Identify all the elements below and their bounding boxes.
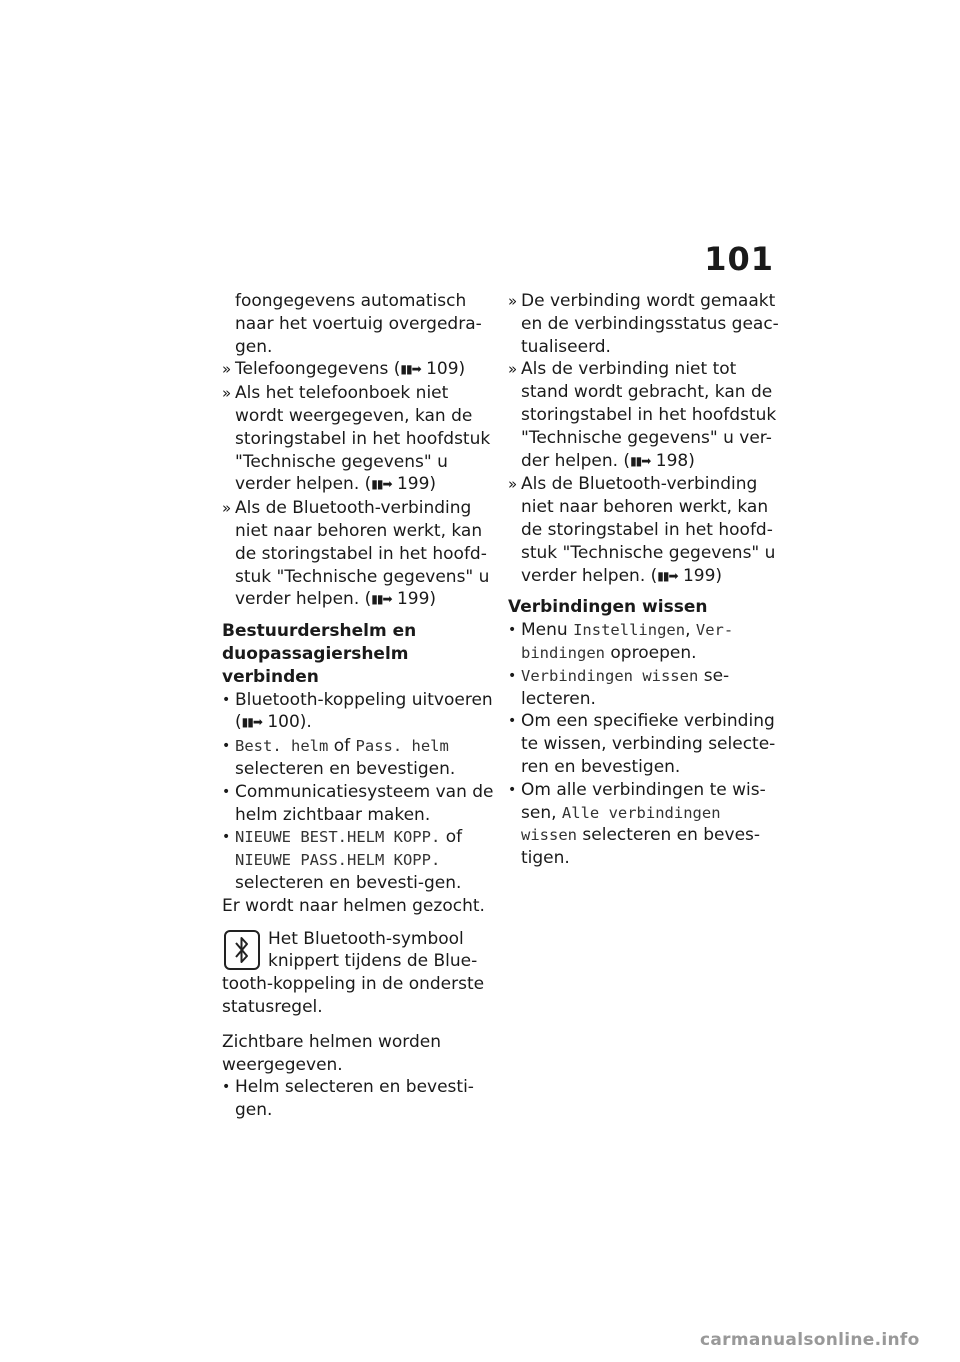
bullet-marker: •: [222, 691, 231, 708]
bullet-marker: •: [222, 738, 231, 755]
bullet-marker: •: [508, 781, 517, 798]
step-bullet: • Helm selecteren en bevesti-gen.: [222, 1077, 474, 1121]
step-bullet: • NIEUWE BEST.HELM KOPP. of NIEUWE PASS.HELM KOPP. selecteren en bevesti-gen.: [222, 827, 463, 893]
menu-option: NIEUWE BEST.HELM KOPP.: [235, 828, 441, 847]
left-column: [222, 290, 494, 1122]
page-number: 101: [704, 240, 774, 278]
bluetooth-note: Het Bluetooth-symbool knippert tijdens de Blue-tooth-koppeling in de onderste statusregel.: [222, 928, 485, 1017]
result-item: » De verbinding wordt gemaakt en de verbindingsstatus geac-tualiseerd.: [508, 291, 779, 357]
page-ref-arrow-icon: ▮▮➡: [400, 362, 421, 377]
step-bullet: • Bluetooth-koppeling uitvoeren (▮▮➡ 100).: [222, 689, 493, 733]
step-bullet: • Om alle verbindingen te wis-sen, Alle verbindingen wissen selecteren en beves-tigen.: [508, 779, 766, 869]
result-marker: »: [508, 292, 518, 310]
result-marker: »: [508, 475, 518, 494]
page-ref: 199): [682, 565, 723, 586]
step-bullet: • Om een specifieke verbinding te wissen, verbinding selecte-ren en bevestigen.: [508, 711, 776, 777]
step-bullet: • Communicatiesysteem van de helm zichtbaar maken.: [222, 781, 494, 825]
page-ref-arrow-icon: ▮▮➡: [630, 453, 651, 468]
result-marker: »: [222, 360, 232, 379]
step-bullet: • Menu Instellingen, Ver-bindingen oproepen.: [508, 620, 734, 663]
bullet-marker: •: [508, 622, 517, 639]
result-marker: »: [222, 499, 232, 518]
page-ref: 198): [655, 450, 695, 471]
page-ref-arrow-icon: ▮▮➡: [371, 477, 392, 492]
bullet-marker: •: [222, 783, 231, 800]
bullet-marker: •: [508, 713, 517, 730]
bullet-marker: •: [508, 667, 517, 684]
menu-option: Verbindingen wissen: [521, 666, 699, 685]
step-bullet: • Verbindingen wissen se-lecteren.: [508, 665, 730, 709]
bluetooth-icon: [224, 930, 260, 970]
result-item: » Telefoongegevens (▮▮➡ 109): [222, 359, 466, 380]
watermark-logo: carmanualsonline.info: [700, 1330, 920, 1350]
result-item: » Als de Bluetooth-verbinding niet naar behoren werkt, kan de storingstabel in het hoofd-stuk "Technische gegevens" u verder helpen. (▮▮➡ 199): [508, 474, 776, 586]
result-item: » Als de verbinding niet tot stand wordt gebracht, kan de storingstabel in het hoofdstuk "Technische gegevens" u ver-der helpen. (▮▮➡ 198): [508, 359, 777, 471]
menu-option: Pass. helm: [355, 737, 449, 756]
menu-option: Instellingen: [573, 621, 686, 640]
menu-option: NIEUWE PASS.HELM KOPP.: [235, 851, 441, 870]
page-ref-arrow-icon: ▮▮➡: [371, 592, 392, 607]
page-ref: 109): [426, 359, 466, 380]
result-item: » Als het telefoonboek niet wordt weergegeven, kan de storingstabel in het hoofdstuk "Technische gegevens" u verder helpen. (▮▮➡ 199): [222, 383, 491, 495]
searching-text: Er wordt naar helmen gezocht.: [222, 895, 485, 916]
result-marker: »: [508, 360, 518, 379]
section-heading: Verbindingen wissen: [508, 597, 708, 618]
page-ref: 199): [396, 589, 437, 610]
page-ref-arrow-icon: ▮▮➡: [657, 568, 678, 583]
step-bullet: • Best. helm of Pass. helm selecteren en bevestigen.: [222, 736, 456, 779]
continuation-text: foongegevens automatisch naar het voertuig overgedra-gen.: [235, 291, 482, 357]
menu-option: Best. helm: [235, 737, 329, 756]
visible-helmets-text: Zichtbare helmen worden weergegeven.: [222, 1031, 442, 1075]
right-column: [508, 290, 780, 870]
result-item: » Als de Bluetooth-verbinding niet naar behoren werkt, kan de storingstabel in het hoofd-stuk "Technische gegevens" u verder helpen. (▮▮➡ 199): [222, 498, 490, 610]
bullet-marker: •: [222, 829, 231, 846]
section-heading: Bestuurdershelm en duopassagiershelm verbinden: [222, 621, 417, 687]
menu-option: Alle verbindingen wissen: [521, 803, 721, 845]
menu-option: Ver-bindingen: [521, 621, 734, 662]
page-ref-arrow-icon: ▮▮➡: [241, 715, 262, 730]
bullet-marker: •: [222, 1079, 231, 1096]
result-marker: »: [222, 384, 232, 403]
page-ref: 199): [396, 474, 437, 495]
